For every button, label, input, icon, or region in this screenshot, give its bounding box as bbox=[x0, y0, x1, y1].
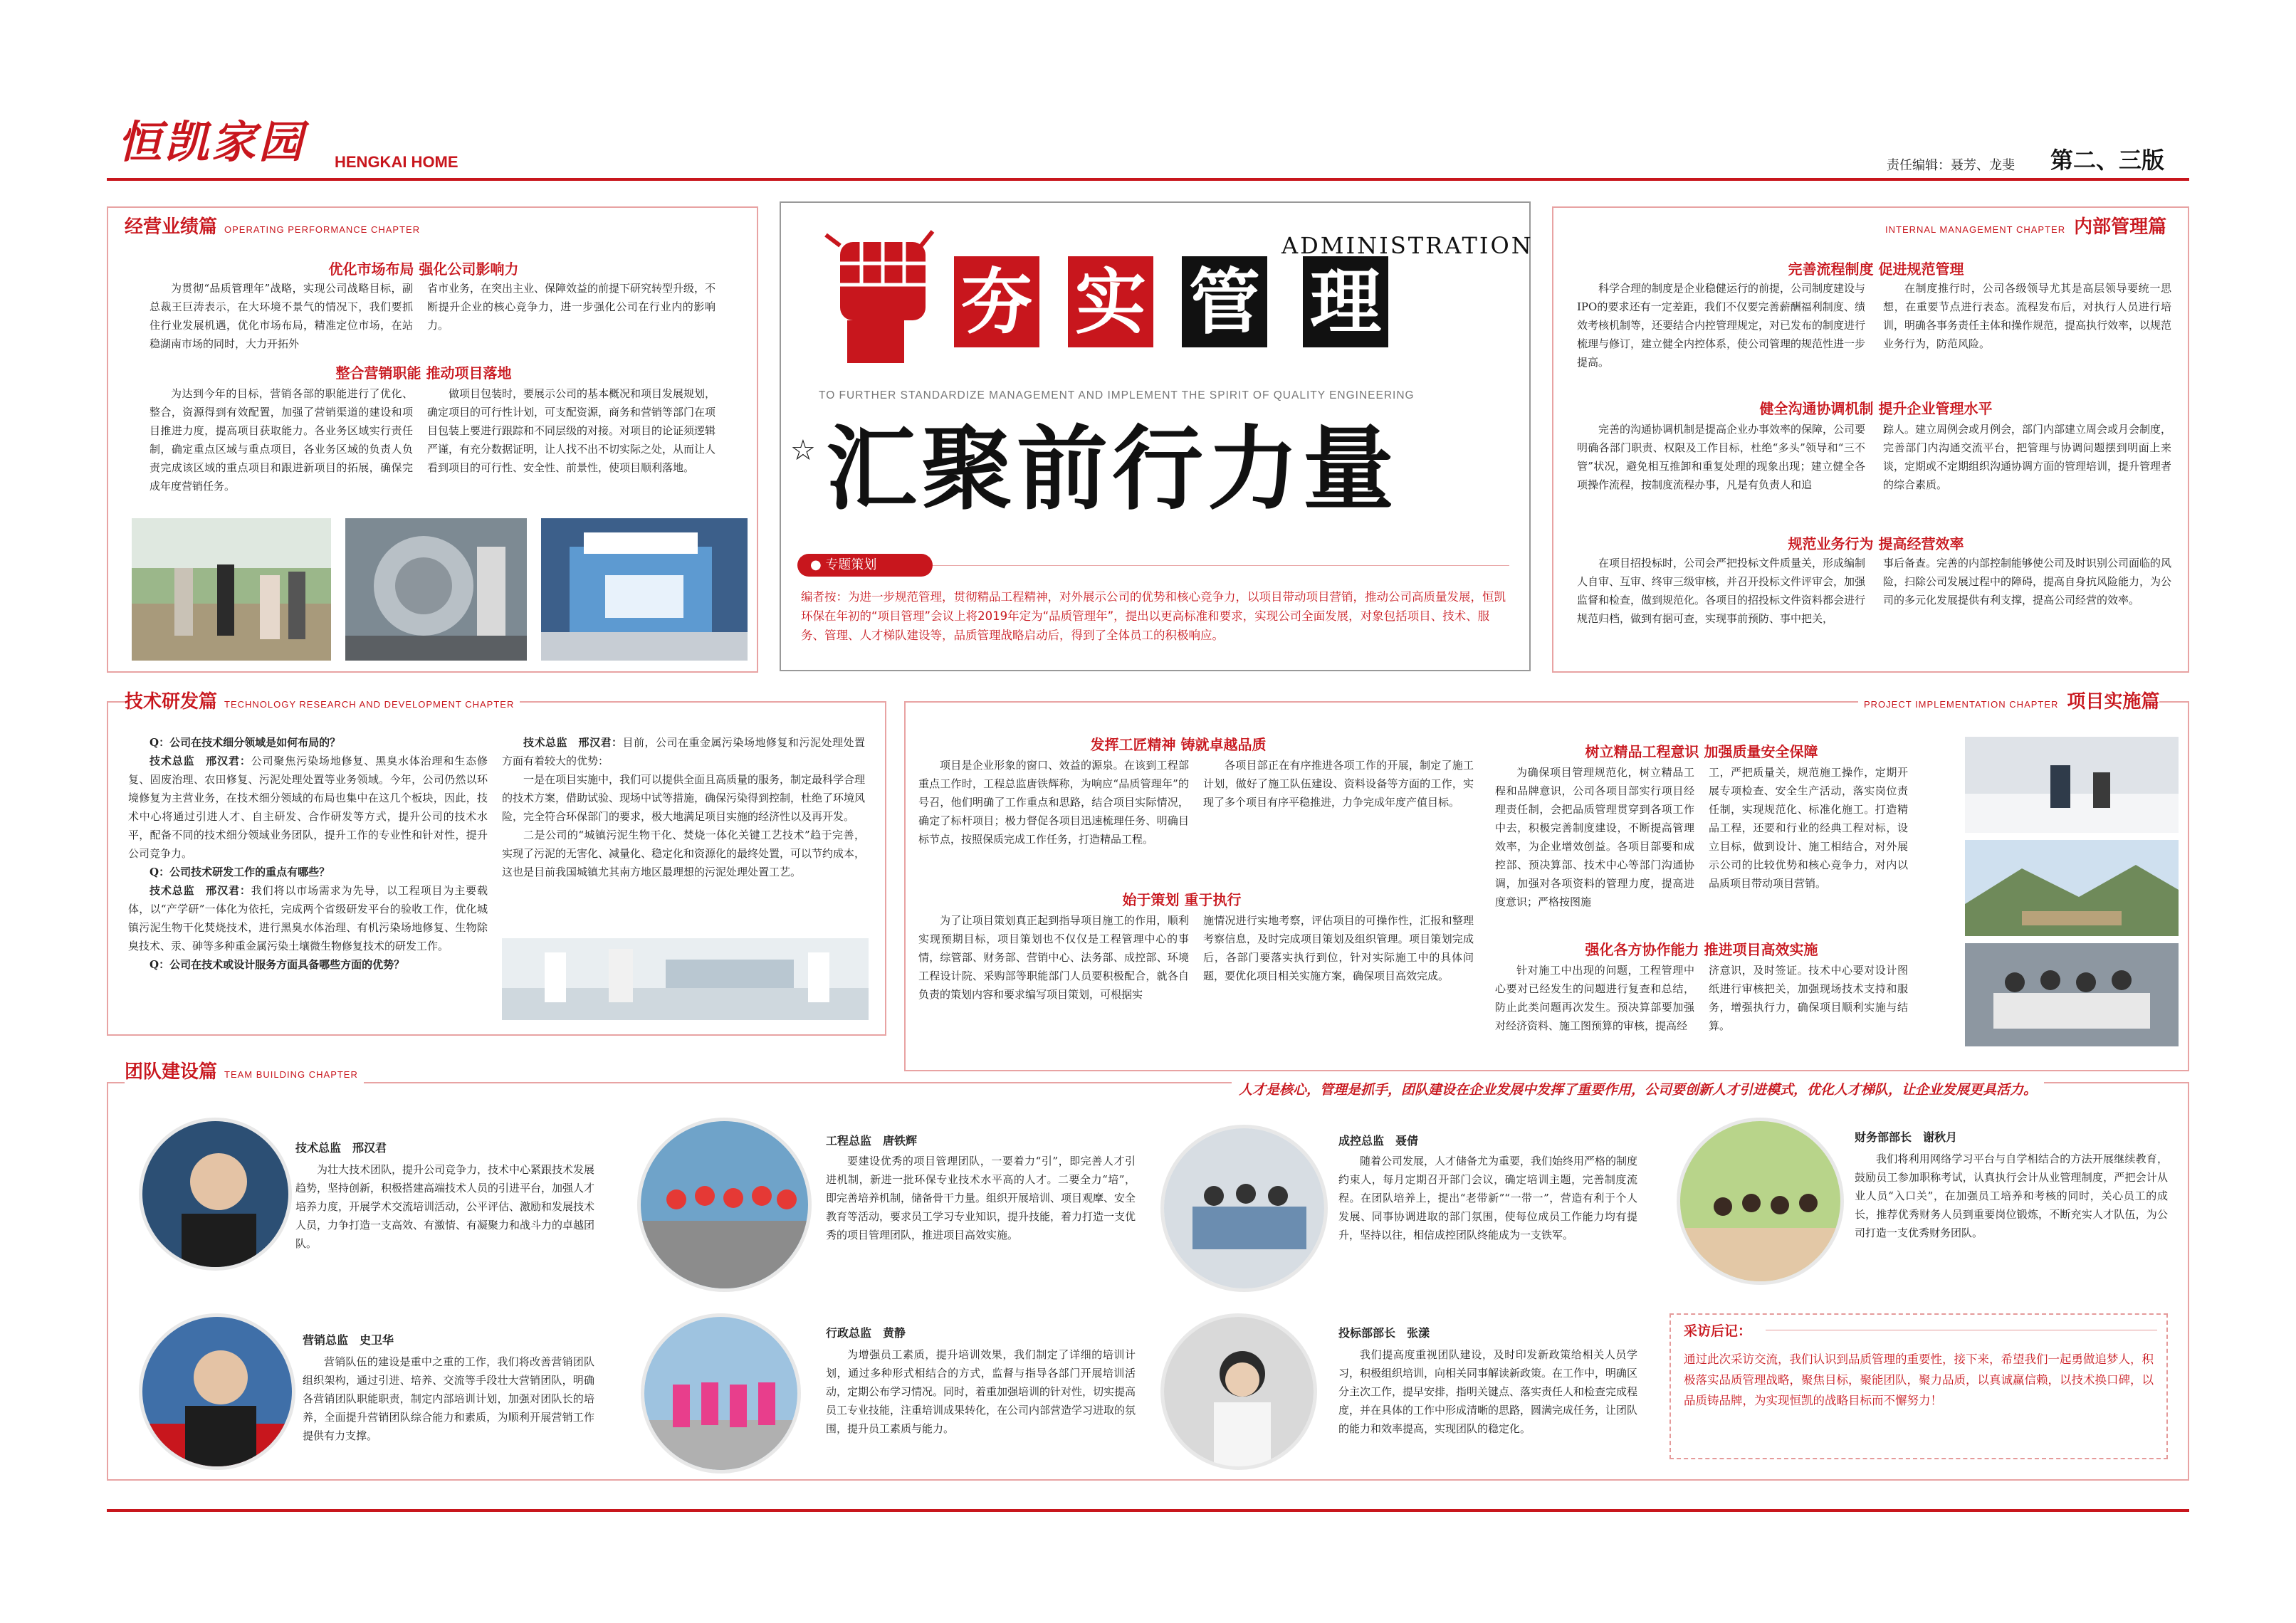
person-text-2: 要建设优秀的项目管理团队，一要着力“引”，即完善人才引进机制，新进一批环保专业技术水平高的人才。二要全力“培”，即完善培养机制，储备骨干力量。组织开展培训、项目观摩、安全教育等活动，要求员工学习专业知识，提升技能，着力打造一支优秀的项目管理团队，推进项目高效实施。 bbox=[826, 1155, 1136, 1241]
technology-col2 bbox=[502, 733, 865, 933]
person-text-3: 随着公司发展，人才储备尤为重要，我们始终用严格的制度约束人，每月定期召开部门会议，确定培训主题，完善制度流程。在团队培养上，提出“老带新”“一带一”，营造有利于个人发展、同事协调进取的部门氛围，使每位成员工作能力均有提升，坚持以往，相信成控团队终能成为一支铁军。 bbox=[1338, 1155, 1637, 1241]
lab-photo bbox=[502, 938, 869, 1020]
masthead-logo: 恒凯家园 bbox=[117, 116, 306, 168]
person-name-5: 营销总监 史卫华 bbox=[303, 1333, 394, 1347]
banner-char-4: 理 bbox=[1303, 256, 1388, 347]
project-p2b: 施情况进行实地考察，评估项目的可操作性，汇报和整理考察信息，及时完成项目策划及组织管理。项目策划完成后，各部门要落实执行到位，针对实际施工中的具体问题，要优化项目相关实施方案，确保项目高效完成。 bbox=[1203, 914, 1474, 982]
technology-col1 bbox=[128, 733, 488, 1018]
internal-title: 内部管理篇 bbox=[2074, 216, 2167, 238]
feature-tag-label: 专题策划 bbox=[825, 557, 877, 572]
operating-sub1: 优化市场布局 强化公司影响力 bbox=[328, 261, 519, 278]
admin-word: ADMINISTRATION bbox=[1281, 232, 1534, 259]
feature-tag-rule bbox=[933, 565, 1509, 566]
tech-b2: 一是在项目实施中，我们可以提供全面且高质量的服务，制定最科学合理的技术方案，借助试验、现场中试等措施，确保污染得到控制，杜绝了环境风险，完全符合环保部门的要求，极大地满足项目实施的经济性以及再开发。 bbox=[502, 773, 865, 823]
feature-editor-note: 编者按：为进一步规范管理，贯彻精品工程精神，对外展示公司的优势和核心竞争力，以项目带动项目营销，推动公司高质量发展，恒凯环保在年初的“项目管理”会议上将2019年定为“品质管理年”，提出以更高标准和要求，实现公司全面发展，对象包括项目、技术、服务、管理、人才梯队建设等，品质管理战略启动后，得到了全体员工的积极响应。 bbox=[801, 590, 1506, 642]
team-en: TEAM BUILDING CHAPTER bbox=[224, 1069, 358, 1080]
avatar-nie-qian bbox=[1160, 1125, 1328, 1292]
masthead-subtitle: HENGKAI HOME bbox=[335, 153, 458, 171]
internal-p2b: 踪人。建立周例会或月例会，部门内部建立周会或月会制度，完善部门内沟通交流平台，把管理与协调问题摆到明面上来谈，定期或不定期组织沟通协调方面的管理培训，提升管理者的综合素质。 bbox=[1883, 423, 2171, 491]
project-p2a: 为了让项目策划真正起到指导项目施工的作用，顺利实现预期目标，项目策划也不仅仅是工程管理中心的事情，综管部、财务部、营销中心、法务部、成控部、环境工程设计院、采购部等职能部门人员要积极配合，就各自负责的策划内容和要求编写项目策划，可根据实 bbox=[918, 914, 1189, 1001]
person-name-6: 行政总监 黄静 bbox=[826, 1326, 906, 1340]
person-name-7: 投标部部长 张漾 bbox=[1338, 1326, 1430, 1340]
internal-p3b: 事后备查。完善的内部控制能够使公司及时识别公司面临的风险，扫除公司发展过程中的障碍，提高自身抗风险能力，为公司的多元化发展提供有利支撑，提高公司经营的效率。 bbox=[1883, 557, 2171, 606]
person-name-3: 成控总监 聂倩 bbox=[1338, 1134, 1419, 1147]
afterword-text: 通过此次采访交流，我们认识到品质管理的重要性，接下来，希望我们一起勇做追梦人，积极落实品质管理战略，聚焦目标，聚能团队，聚力品质，以真诚赢信赖，以技术换口碑，以品质铸品牌，为实现恒凯的战略目标而不懈努力！ bbox=[1684, 1352, 2154, 1407]
operating-section-title bbox=[125, 212, 426, 238]
exhibition-photo bbox=[541, 518, 748, 661]
project-p3a: 为确保项目管理规范化，树立精品工程和品牌意识，公司各项目部实行项目经理责任制，会把品质管理贯穿到各项工作中去，积极完善制度建设，不断提高管理效率，为企业增效创益。各项目部要和成控部、预决算部、技术中心等部门沟通协调，加强对各项资料的管理力度，提高进度意识；严格按图施 bbox=[1495, 766, 1694, 908]
internal-section-title bbox=[1880, 212, 2166, 238]
construction-photo-snow bbox=[1965, 737, 2179, 833]
person-text-1: 为壮大技术团队，提升公司竞争力，技术中心紧跟技术发展趋势，坚持创新，积极搭建高端技术人员的引进平台，加强人才培养力度，开展学术交流培训活动，公平评估、激励和发展技术人员，力争打造一支高效、有激情、有凝聚力和战斗力的卓越团队。 bbox=[295, 1163, 594, 1250]
person-name-4: 财务部部长 谢秋月 bbox=[1855, 1130, 1958, 1144]
operating-sub2: 整合营销职能 推动项目落地 bbox=[335, 364, 512, 382]
tech-q1: Q：公司在技术细分领域是如何布局的？ bbox=[150, 736, 341, 749]
project-sub1: 发挥工匠精神 铸就卓越品质 bbox=[1090, 736, 1267, 753]
avatar-huang-jing bbox=[641, 1313, 801, 1474]
operating-p2b: 做项目包装时，要展示公司的基本概况和项目发展规划，确定项目的可行性计划，可支配资源，商务和营销等部门在项目包装上要进行跟踪和不同层级的对接。对项目的论证须逻辑严谨，有充分数据证明，让人找不出不切实际之处，从而让人看到项目的可行性、安全性、前景性，使项目顺利落地。 bbox=[427, 387, 715, 474]
person-text-4: 我们将利用网络学习平台与自学相结合的方法开展继续教育，鼓励员工参加职称考试，认真执行会计从业管理制度，严把会计从业人员“入口关”，在加强员工培养和考核的同时，关心员工的成长，推荐优秀财务人员到重要岗位锻炼，不断充实人才队伍，为公司打造一支优秀财务团队。 bbox=[1855, 1152, 2168, 1239]
project-sub2: 始于策划 重于执行 bbox=[1122, 891, 1242, 908]
banner-char-3: 管 bbox=[1182, 256, 1267, 347]
project-p3b: 工，严把质量关，规范施工操作，定期开展专项检查、安全生产活动，落实岗位责任制，实现规范化、标准化施工。打造精品工程，还要和行业的经典工程对标，设立目标，做到设计、施工相结合，对外展示公司的比较优势和核心竞争力，对内以品质项目带动项目营销。 bbox=[1709, 766, 1908, 890]
tech-a2-label: 技术总监 邢汉君： bbox=[150, 884, 251, 897]
person-text-5: 营销队伍的建设是重中之重的工作，我们将改善营销团队组织架构，通过引进、培养、交流等手段壮大营销团队，明确各营销团队职能职责，制定内部培训计划，加强对团队长的培养，全面提升营销团队综合能力和素质，为顺利开展营销工作提供有力支撑。 bbox=[303, 1355, 594, 1442]
tech-b3: 二是公司的“城镇污泥生物干化、焚烧一体化关键工艺技术”趋于完善，实现了污泥的无害化、减量化、稳定化和资源化的最终处置，可以节约成本，这也是目前我国城镇尤其南方地区最理想的污泥处理处置工艺。 bbox=[502, 829, 865, 878]
tech-a1-label: 技术总监 邢汉君： bbox=[150, 755, 251, 767]
fist-icon bbox=[819, 221, 940, 363]
project-p1a: 项目是企业形象的窗口、效益的源泉。在该到工程部重点工作时，工程总监唐铁辉称，为响应“品质管理年”的号召，他们明确了工作重点和思路，结合项目实际情况，确定了标杆项目；极力督促各项目迅速梳理任务、明确目标节点，按照保质完成工作任务，打造精品工程。 bbox=[918, 759, 1189, 846]
feature-tag bbox=[797, 554, 933, 577]
avatar-shi-weihua bbox=[139, 1313, 295, 1470]
project-p4a: 针对施工中出现的问题，工程管理中心要对已经发生的问题进行复查和总结，防止此类问题再次发生。预决算部要加强对经济资料、施工图预算的审核，提高经 bbox=[1495, 964, 1694, 1032]
project-en: PROJECT IMPLEMENTATION CHAPTER bbox=[1864, 699, 2059, 710]
technology-en: TECHNOLOGY RESEARCH AND DEVELOPMENT CHAPTER bbox=[224, 699, 515, 710]
internal-p1b: 在制度推行时，公司各级领导尤其是高层领导要统一思想，在重要节点进行表态。流程发布后，对执行人员进行培训，明确各事务责任主体和操作规范，提高执行效率，以规范业务行为，防范风险。 bbox=[1883, 282, 2171, 350]
project-sub4: 强化各方协作能力 推进项目高效实施 bbox=[1585, 941, 1818, 958]
operating-p1a: 为贯彻“品质管理年”战略，实现公司战略目标，副总裁王巨涛表示，在大环境不景气的情况下，我们要抓住行业发展机遇，优化市场布局，精准定位市场，在站稳湖南市场的同时，大力开拓外 bbox=[150, 282, 413, 350]
tech-q2: Q：公司技术研发工作的重点有哪些？ bbox=[150, 866, 330, 878]
equipment-photo bbox=[345, 518, 527, 661]
feature-main-title: 汇聚前行力量 bbox=[826, 416, 1399, 522]
operating-en: OPERATING PERFORMANCE CHAPTER bbox=[224, 224, 421, 235]
page-number: 第二、三版 bbox=[2050, 147, 2165, 174]
masthead-rule bbox=[107, 178, 2189, 181]
technology-section-title bbox=[125, 687, 520, 713]
operating-p2a: 为达到今年的目标，营销各部的职能进行了优化、整合，资源得到有效配置，加强了营销渠道的建设和项目推进力度，提高项目获取能力。各业务区域实行责任制，确定重点区域与重点项目，各业务区域的负责人负责完成该区域的重点项目和跟进新项目的拓展，确保完成年度营销任务。 bbox=[150, 387, 413, 493]
internal-sub2: 健全沟通协调机制 提升企业管理水平 bbox=[1759, 400, 1993, 417]
person-text-7: 我们提高度重视团队建设，及时印发新政策给相关人员学习，积极组织培训，向相关同事解读新政策。在工作中，明确区分主次工作，提早安排，指明关键点、落实责任人和检查完成程度，并在具体的工作中形成清晰的思路，圆满完成任务，让团队的能力和效率提高，实现团队的稳定化。 bbox=[1338, 1348, 1637, 1435]
operating-p1b: 省市业务，在突出主业、保障效益的前提下研究转型升级，不断提升企业的核心竞争力，进一步强化公司在行业内的影响力。 bbox=[427, 282, 715, 332]
internal-sub3: 规范业务行为 提高经营效率 bbox=[1788, 535, 1964, 552]
project-p1b: 各项目部正在有序推进各项工作的开展，制定了施工计划，做好了施工队伍建设、资料设备等方面的工作，实现了多个项目有序平稳推进，力争完成年度产值目标。 bbox=[1203, 759, 1474, 809]
tech-a2: 我们将以市场需求为先导，以工程项目为主要载体，以“产学研”一体化为依托，完成两个省级研发平台的验收工作，优化城镇污泥生物干化焚烧技术，进行黑臭水体治理、有机污染场地修复、生物除臭技术、汞、砷等多种重金属污染土壤微生物修复技术的研发工作。 bbox=[128, 884, 488, 952]
project-p4b: 济意识，及时签证。技术中心要对设计图纸进行审核把关，加强现场技术支持和服务，增强执行力，确保项目顺利实施与结算。 bbox=[1709, 964, 1908, 1032]
team-slogan: 人才是核心，管理是抓手，团队建设在企业发展中发挥了重要作用，公司要创新人才引进模式，优化人才梯队，让企业发展更具活力。 bbox=[1232, 1079, 2044, 1098]
internal-p3a: 在项目招投标时，公司会严把投标文件质量关，形成编制人自审、互审、终审三级审核，并召开投标文件评审会，加强监督和检查，做到规范化。各项目的招投标文件资料都会进行规范归档，做到有据可查，实现事前预防、事中把关， bbox=[1577, 557, 1865, 625]
construction-photo-hills bbox=[1965, 840, 2179, 936]
site-visit-photo bbox=[132, 518, 331, 661]
person-text-6: 为增强员工素质，提升培训效果，我们制定了详细的培训计划，通过多种形式相结合的方式，监督与指导各部门开展培训活动，定期公布学习情况。同时，着重加强培训的针对性，切实提高员工专业技能，注重培训成果转化，在公司内部营造学习进取的氛围，提升员工素质与能力。 bbox=[826, 1348, 1136, 1435]
avatar-tang-tiehui bbox=[637, 1118, 812, 1292]
internal-p2a: 完善的沟通协调机制是提高企业办事效率的保障，公司要明确各部门职责、权限及工作目标，杜绝“多头”领导和“三不管”状况，避免相互推卸和重复处理的现象出现；建立健全各项操作流程，按制度流程办事，凡是有负责人和追 bbox=[1577, 423, 1865, 491]
star-icon: ☆ bbox=[790, 434, 816, 467]
avatar-zhang-yang bbox=[1160, 1313, 1317, 1470]
team-section-title bbox=[125, 1057, 364, 1083]
person-name-1: 技术总监 邢汉君 bbox=[295, 1141, 387, 1155]
internal-sub1: 完善流程制度 促进规范管理 bbox=[1788, 261, 1964, 278]
footer-rule bbox=[107, 1509, 2189, 1512]
banner-char-1: 夯 bbox=[954, 256, 1039, 347]
avatar-xing-hanjun bbox=[139, 1118, 292, 1271]
team-title: 团队建设篇 bbox=[125, 1061, 218, 1083]
afterword-title: 采访后记： bbox=[1684, 1323, 1752, 1339]
internal-p1a: 科学合理的制度是企业稳健运行的前提，公司制度建设与IPO的要求还有一定差距，我们不仅要完善薪酬福利制度、绩效考核机制等，还要结合内控管理规定，对已发布的制度进行梳理与修订，建立健全内控体系，使公司管理的规范性进一步提高。 bbox=[1577, 282, 1865, 369]
internal-en: INTERNAL MANAGEMENT CHAPTER bbox=[1885, 224, 2066, 235]
tech-b1: 目前，公司在重金属污染场地修复和污泥处理处置方面有着较大的优势： bbox=[502, 736, 865, 767]
project-section-title bbox=[1858, 687, 2159, 713]
feature-english-line: TO FURTHER STANDARDIZE MANAGEMENT AND IMPLEMENT THE SPIRIT OF QUALITY ENGINEERING bbox=[819, 389, 1415, 401]
editor-credit: 责任编辑：聂芳、龙斐 bbox=[1887, 158, 2015, 172]
person-name-2: 工程总监 唐铁辉 bbox=[826, 1134, 918, 1147]
project-sub3: 树立精品工程意识 加强质量安全保障 bbox=[1585, 743, 1818, 760]
bullet-icon: ● bbox=[810, 557, 826, 572]
meeting-photo bbox=[1965, 943, 2179, 1046]
tech-b-label: 技术总监 邢汉君： bbox=[523, 736, 623, 749]
tech-q3: Q：公司在技术或设计服务方面具备哪些方面的优势？ bbox=[150, 958, 405, 971]
project-title: 项目实施篇 bbox=[2067, 691, 2160, 713]
operating-title: 经营业绩篇 bbox=[125, 216, 218, 238]
banner-char-2: 实 bbox=[1068, 256, 1153, 347]
avatar-xie-qiuyue bbox=[1677, 1118, 1844, 1285]
technology-title: 技术研发篇 bbox=[125, 691, 218, 713]
tech-a1: 公司聚焦污染场地修复、黑臭水体治理和生态修复、固废治理、农田修复、污泥处理处置等业务领域。今年，公司仍然以环境修复为主营业务，在技术细分领域的布局也集中在这几个板块，因此，技术中心将通过引进人才、自主研发、合作研发等方式，提升公司的技术水平，配备不同的技术细分领域业务团队，提升工作的专业性和针对性，提升公司竞争力。 bbox=[128, 755, 488, 860]
